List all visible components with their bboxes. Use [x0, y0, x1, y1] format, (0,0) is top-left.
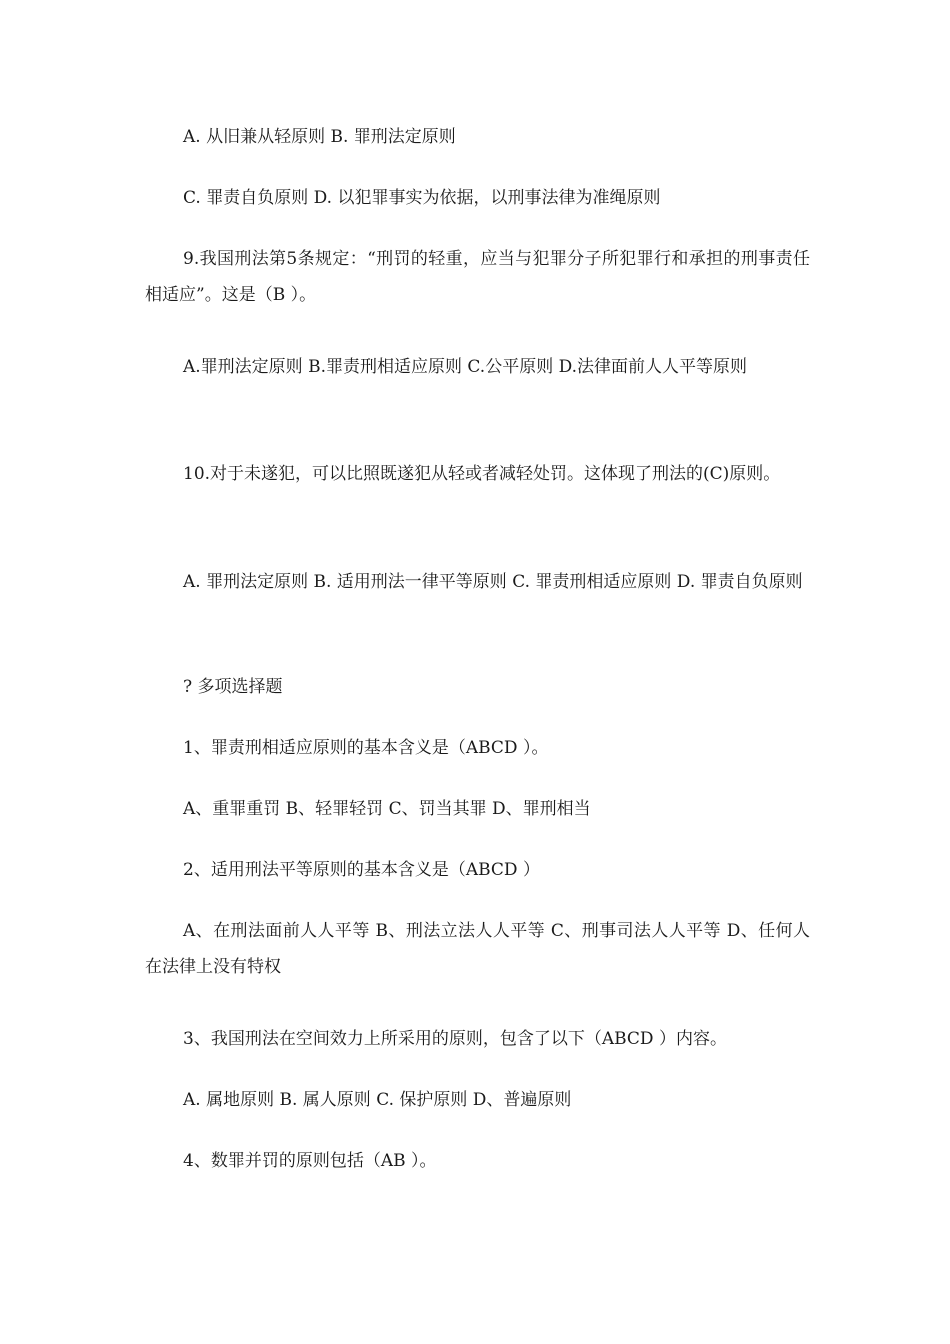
- paragraph-multi-question-2-options: A、在刑法面前人人平等 B、刑法立法人人平等 C、刑事司法人人平等 D、任何人在法律上没有特权: [145, 921, 810, 977]
- paragraph-option-line-2: C. 罪责自负原则 D. 以犯罪事实为依据，以刑事法律为准绳原则: [183, 188, 661, 208]
- paragraph-option-line-1: A. 从旧兼从轻原则 B. 罪刑法定原则: [183, 127, 456, 147]
- paragraph-question-10: 10.对于未遂犯，可以比照既遂犯从轻或者减轻处罚。这体现了刑法的(C)原则。: [183, 464, 781, 484]
- paragraph-question-9-options: A.罪刑法定原则 B.罪责刑相适应原则 C.公平原则 D.法律面前人人平等原则: [183, 357, 748, 377]
- paragraph-question-9: 9.我国刑法第5条规定：“刑罚的轻重，应当与犯罪分子所犯罪行和承担的刑事责任相适应”。这是（B ）。: [145, 249, 810, 305]
- paragraph-multi-question-1-options: A、重罪重罚 B、轻罪轻罚 C、罚当其罪 D、罪刑相当: [183, 799, 591, 819]
- paragraph-multi-question-1: 1、罪责刑相适应原则的基本含义是（ABCD ）。: [183, 738, 549, 758]
- section-heading-multiple-choice: ? 多项选择题: [183, 677, 283, 697]
- paragraph-multi-question-3: 3、我国刑法在空间效力上所采用的原则，包含了以下（ABCD ）内容。: [183, 1029, 727, 1049]
- paragraph-question-10-options: A. 罪刑法定原则 B. 适用刑法一律平等原则 C. 罪责刑相适应原则 D. 罪责自负原则: [183, 572, 803, 592]
- paragraph-multi-question-4: 4、数罪并罚的原则包括（AB ）。: [183, 1151, 437, 1171]
- paragraph-multi-question-3-options: A. 属地原则 B. 属人原则 C. 保护原则 D、普遍原则: [183, 1090, 572, 1110]
- paragraph-multi-question-2: 2、适用刑法平等原则的基本含义是（ABCD ）: [183, 860, 540, 880]
